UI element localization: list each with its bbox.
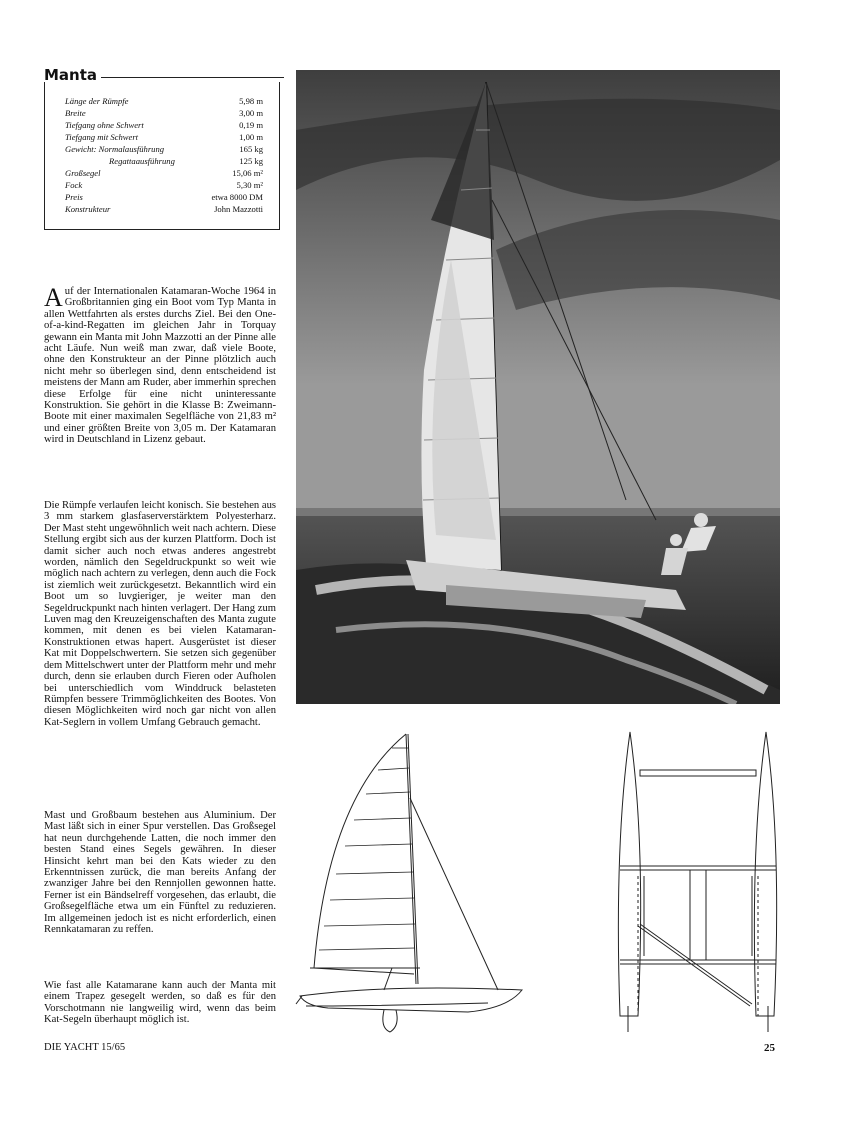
boat-title: Manta bbox=[44, 66, 98, 84]
spec-row: Breite 3,00 m bbox=[65, 108, 263, 118]
spec-row: Regattaausführung 125 kg bbox=[109, 156, 263, 166]
page-number: 25 bbox=[764, 1042, 775, 1054]
spec-row: Fock 5,30 m² bbox=[65, 180, 263, 190]
sail-plan-drawing bbox=[288, 728, 528, 1034]
article-paragraph: Die Rümpfe verlaufen leicht konisch. Sie bestehen aus 3 mm starkem glasfaserverstärktem Polyesterharz. Der Mast steht ungewöhnlich weit nach achtern. Diese Stellung ergibt sich aus der kurzen Plattform. Doch ist damit sicher auch noch etwas anderes angestrebt worden, nämlich den Segeldruckpunkt so weit wie möglich nach achtern zu verlegen, denn auch die Fock ist ziemlich weit zurückgesetzt. Bekanntlich wird ein Boot um so luvgieriger, je weiter man den Segeldruckpunkt nach hinten verlagert. Der Hang zum Luven mag den Kreuzeigenschaften des Manta zugute kommen, mit denen es bei vielen Katamaran-Konstruktionen etwas hapert. Ausgerüstet ist dieser Kat mit Doppelschwertern. Sie setzen sich gegenüber dem Mittelschwert unter der Plattform mehr und mehr durch, denn sie erlauben durch Fieren oder Aufholen bei unterschiedlich vom Winddruck belasteten Rümpfen bessere Trimmöglichkeiten des Bootes. Von diesen Möglichkeiten wird noch gar nicht von allen Kat-Seglern in vollem Umfang Gebrauch gemacht. bbox=[44, 500, 276, 728]
spec-row: Preis etwa 8000 DM bbox=[65, 192, 263, 202]
spec-row: Länge der Rümpfe 5,98 m bbox=[65, 96, 263, 106]
catamaran-photo bbox=[296, 70, 780, 704]
drop-cap: A bbox=[44, 283, 63, 312]
article-paragraph: Mast und Großbaum bestehen aus Aluminium. Der Mast läßt sich in einer Spur verstellen. Das Großsegel hat neun durchgehende Latten, die noch immer den besten Stand eines Segels gewähren. In dieser Hinsicht kehrt man bei den Kats wieder zu den Erkenntnissen zurück, die man bereits Anfang der zwanziger Jahre bei den Rennjollen gewonnen hatte. Ferner ist ein Bändselreff vorgesehen, das erlaubt, die Großsegelfläche etwa um ein Fünftel zu reduzieren. Im allgemeinen jedoch ist es nicht erforderlich, einen Rennkatamaran zu reffen. bbox=[44, 810, 276, 936]
spec-row: Tiefgang mit Schwert 1,00 m bbox=[65, 132, 263, 142]
article-paragraph: Wie fast alle Katamarane kann auch der Manta mit einem Trapez gesegelt werden, so daß es für den Vorschotmann nie langweilig wird, wenn das beim Kat-Segeln überhaupt möglich ist. bbox=[44, 980, 276, 1026]
top-view-drawing bbox=[608, 726, 794, 1032]
spec-row: Gewicht: Normalausführung 165 kg bbox=[65, 144, 263, 154]
spec-row: Großsegel 15,06 m² bbox=[65, 168, 263, 178]
magazine-footer: DIE YACHT 15/65 bbox=[44, 1042, 126, 1053]
spec-row: Tiefgang ohne Schwert 0,19 m bbox=[65, 120, 263, 130]
spec-table bbox=[44, 82, 280, 230]
title-rule bbox=[101, 77, 284, 78]
article-paragraph: Auf der Internationalen Katamaran-Woche 1964 in Großbritannien ging ein Boot vom Typ Manta in allen Wettfahrten als erstes durchs Ziel. Bei den One-of-a-kind-Regatten im gleichen Jahr in Torquay gewann ein Manta mit John Mazzotti an der Pinne alle acht Läufe. Nun weiß man zwar, daß viele Boote, ohne den Konstrukteur an der Pinne plötzlich auch nicht mehr so überlegen sind, denn entscheidend ist meistens der Mann am Ruder, aber immerhin sprechen diese Erfolge für eine nicht uninteressante Konstruktion. Sie gehört in die Klasse B: Zweimann-Boote mit einer maximalen Segelfläche von 21,83 m² und einer größten Breite von 3,05 m. Der Katamaran wird in Deutschland in Lizenz gebaut. bbox=[44, 283, 276, 446]
spec-row: Konstrukteur John Mazzotti bbox=[65, 204, 263, 214]
